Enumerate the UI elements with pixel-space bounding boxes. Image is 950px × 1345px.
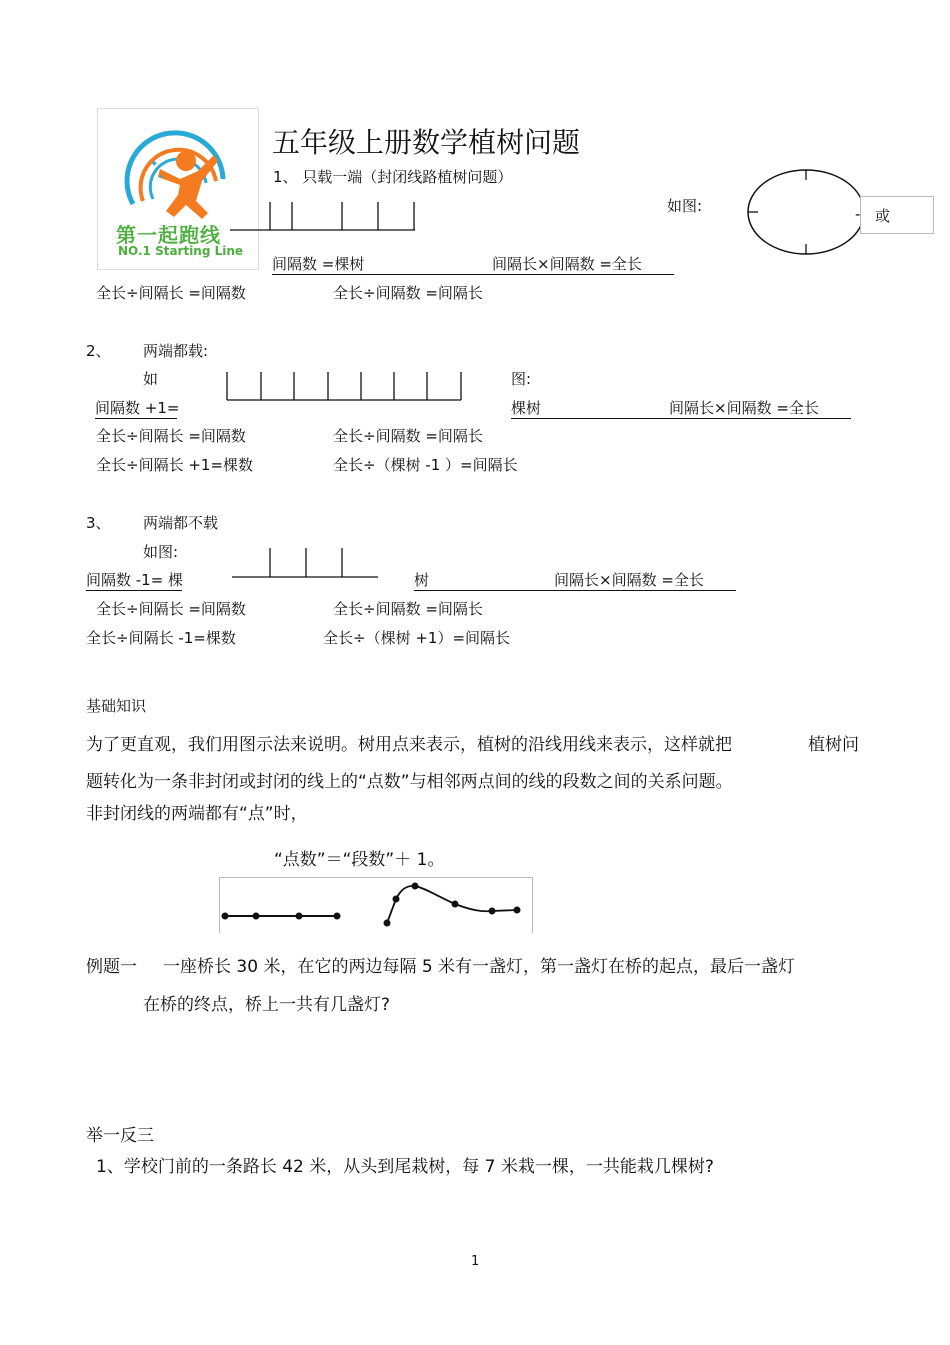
dot <box>393 896 400 903</box>
section3-num: 3、 <box>86 514 111 532</box>
section2-row1-right: 全长÷间隔数 =间隔长 <box>333 427 483 445</box>
closed-loop-diagram <box>744 166 868 258</box>
section2-eq-mid: 棵树 <box>511 399 542 417</box>
section2-eq-right: 间隔长×间隔数 =全长 <box>669 399 819 417</box>
section1-row2-right: 全长÷间隔数 =间隔长 <box>333 284 483 302</box>
or-note-box: - 或 <box>860 196 934 234</box>
practice-q1: 1、学校门前的一条路长 42 米，从头到尾栽树，每 7 米栽一棵，一共能栽几棵树? <box>96 1157 714 1177</box>
section1-line-diagram <box>230 198 420 234</box>
or-label: 或 <box>875 207 891 225</box>
basics-para2: 题转化为一条非封闭或封闭的线上的“点数”与相邻两点间的线的段数之间的关系问题。 <box>86 772 733 792</box>
section3-row2-right: 全长÷（棵树 +1）=间隔长 <box>323 629 511 647</box>
dot-segment-diagram <box>219 877 533 933</box>
dot <box>334 913 341 920</box>
practice-heading: 举一反三 <box>86 1126 154 1146</box>
section1-eq-left: 间隔数 =棵树 <box>272 255 365 273</box>
example-line2: 在桥的终点，桥上一共有几盏灯? <box>143 995 391 1015</box>
section3-row1-left: 全长÷间隔长 =间隔数 <box>96 600 246 618</box>
section2-line-diagram <box>226 370 466 404</box>
section1-heading: 1、 只载一端（封闭线路植树问题） <box>273 168 513 186</box>
section3-row1-right: 全长÷间隔数 =间隔长 <box>333 600 483 618</box>
section3-eq-line <box>414 569 736 591</box>
section1-row2-left: 全长÷间隔长 =间隔数 <box>96 284 246 302</box>
basics-para3: 非封闭线的两端都有“点”时， <box>86 804 308 824</box>
section1-eq-line <box>272 253 674 275</box>
section2-eq-left: 间隔数 +1= <box>95 399 180 417</box>
dot <box>412 883 419 890</box>
section3-eq-left: 间隔数 -1= 棵 <box>86 571 184 589</box>
dot <box>253 913 260 920</box>
section1-fig-label: 如图: <box>667 197 703 215</box>
example-label: 例题一 <box>86 957 137 977</box>
section2-fig-ru: 如 <box>143 370 159 388</box>
dot <box>452 901 459 908</box>
section2-num: 2、 <box>86 342 111 360</box>
section2-fig-tu: 图: <box>511 370 532 388</box>
section2-heading: 两端都载: <box>143 342 209 360</box>
page-title: 五年级上册数学植树问题 <box>272 126 581 159</box>
section1-eq-right: 间隔长×间隔数 =全长 <box>492 255 642 273</box>
section2-row1-left: 全长÷间隔长 =间隔数 <box>96 427 246 445</box>
dot <box>489 908 496 915</box>
section3-eq-right: 间隔长×间隔数 =全长 <box>554 571 704 589</box>
logo-text-cn: 第一起跑线 <box>116 223 221 247</box>
section3-line-diagram <box>232 546 382 580</box>
basics-para1b: 植树问 <box>808 735 859 755</box>
dot <box>296 913 303 920</box>
section3-fig-label: 如图: <box>143 543 179 561</box>
dot <box>384 920 391 927</box>
logo-text-en: NO.1 Starting Line <box>118 244 244 258</box>
dot <box>514 907 521 914</box>
basics-para1a: 为了更直观，我们用图示法来说明。树用点来表示，植树的沿线用线来表示，这样就把 <box>86 735 732 755</box>
section2-eq-line <box>511 397 851 419</box>
example-line1: 一座桥长 30 米，在它的两边每隔 5 米有一盏灯，第一盏灯在桥的起点，最后一盏灯 <box>163 957 796 977</box>
section3-row2-left: 全长÷间隔长 -1=棵数 <box>86 629 236 647</box>
svg-text:✦: ✦ <box>158 173 164 181</box>
section2-row2-left: 全长÷间隔长 +1=棵数 <box>96 456 254 474</box>
section3-heading: 两端都不载 <box>143 514 219 532</box>
dot <box>222 913 229 920</box>
basics-heading: 基础知识 <box>86 697 147 715</box>
logo <box>97 108 259 270</box>
page-number: 1 <box>471 1254 480 1269</box>
section3-eq-mid: 树 <box>414 571 430 589</box>
section2-row2-right: 全长÷（棵树 -1 ）=间隔长 <box>333 456 518 474</box>
basics-formula: “点数”＝“段数”＋ 1。 <box>274 850 445 870</box>
svg-text:✦: ✦ <box>150 159 159 170</box>
